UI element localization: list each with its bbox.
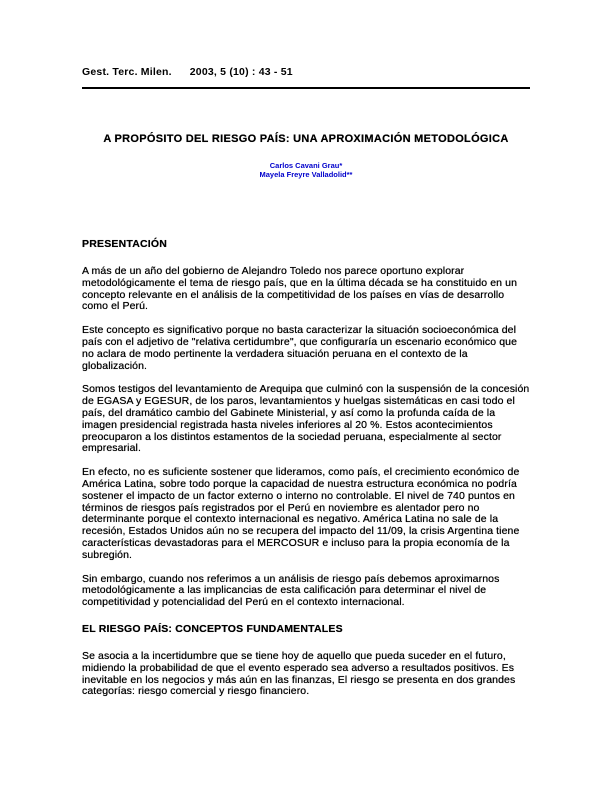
paragraph: Se asocia a la incertidumbre que se tiene hoy de aquello que pueda suceder en el futuro, midiendo la probabilidad de que el evento esperado sea adverso a resultados positivos. Es inevitable en los negocios y más aún en las finanzas, El riesgo se presenta en dos grandes categorías: riesgo comercial y riesgo financiero. <box>82 649 516 698</box>
paragraph: Sin embargo, cuando nos referimos a un análisis de riesgo país debemos aproximarnos metodológicamente a las implicancias de esta calificación para determinar el nivel de competitividad y potencialidad del Perú en el contexto internacional. <box>82 572 500 609</box>
paragraph: Este concepto es significativo porque no basta caracterizar la situación socioeconómica del país con el adjetivo de "relativa certidumbre", que configuraría un escenario económico que no aclara de modo pertinente la verdadera situación peruana en el contexto de la globalización. <box>82 324 518 372</box>
author-block <box>82 161 530 179</box>
paper-title: A PROPÓSITO DEL RIESGO PAÍS: UNA APROXIMACIÓN METODOLÓGICA <box>103 133 509 145</box>
journal-citation: 2003, 5 (10) : 43 - 51 <box>189 66 293 78</box>
journal-abbreviation: Gest. Terc. Milen. <box>82 66 172 78</box>
section-heading-riesgo-pais: EL RIESGO PAÍS: CONCEPTOS FUNDAMENTALES <box>82 622 343 635</box>
author-line-1: Carlos Cavani Grau* <box>269 161 343 170</box>
paragraph: Somos testigos del levantamiento de Arequipa que culminó con la suspensión de la concesión de EGASA y EGESUR, de los paros, levantamientos y huelgas sistemáticas en casi todo el país, del dramático cambio del Gabinete Ministerial, y así como la profunda caída de la imagen presidencial registrada hasta niveles inferiores al 20 %. Estos acontecimientos preocuparon a los distintos estamentos de la sociedad peruana, especialmente al sector empresarial. <box>82 383 530 455</box>
section-heading-presentacion: PRESENTACIÓN <box>82 238 168 250</box>
paragraph: En efecto, no es suficiente sostener que lideramos, como país, el crecimiento económico de América Latina, sobre todo porque la capacidad de nuestra estructura económica no podría sostener el impacto de un factor externo o interno no controlable. El nivel de 740 puntos en términos de riesgos país registrados por el Perú en noviembre es alentador pero no determinante porque el contexto internacional es negativo. América Latina no sale de la recesión, Estados Unidos aún no se recupera del impacto del 11/09, la crisis Argentina tiene características devastadoras para el MERCOSUR e incluso para la propia economía de la subregión. <box>82 466 520 561</box>
journal-header <box>82 67 530 89</box>
author-line-2: Mayela Freyre Valladolid** <box>259 170 353 179</box>
paragraph: A más de un año del gobierno de Alejandro Toledo nos parece oportuno explorar metodológicamente el tema de riesgo país, que en la última década se ha constituido en un concepto relevante en el análisis de la competitividad de los países en vías de desarrollo como el Perú. <box>82 265 518 313</box>
